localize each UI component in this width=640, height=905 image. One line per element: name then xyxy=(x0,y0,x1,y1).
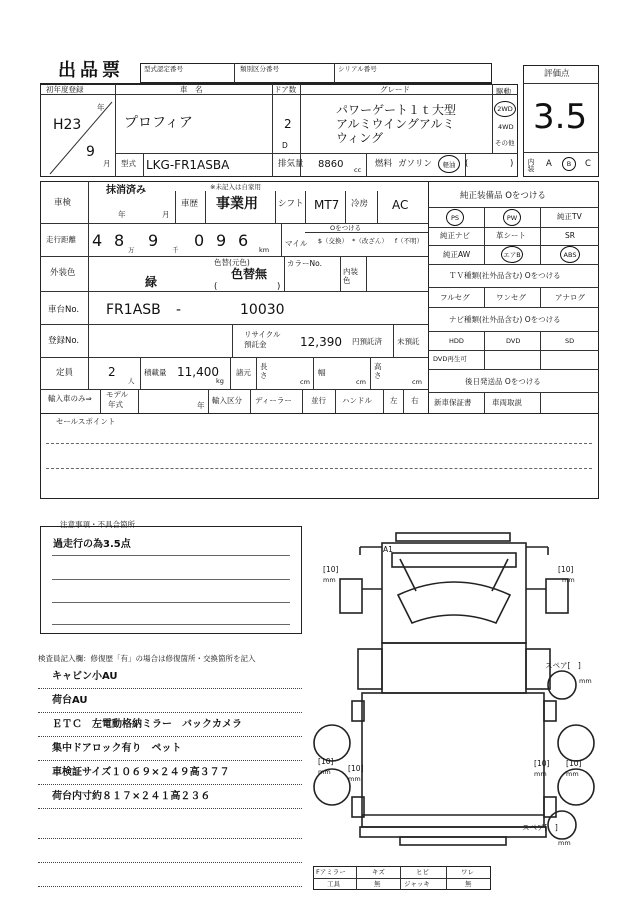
mileage-altered: *（改ざん） xyxy=(352,237,388,245)
load-value: 11,400 xyxy=(177,365,219,379)
footer-tools: 工具 xyxy=(327,880,340,888)
footer-break: ワレ xyxy=(461,868,474,876)
inspection-status: 抹消済み xyxy=(106,185,146,196)
inspector-line: 荷台内寸約８１７×２４１高２３６ xyxy=(52,791,211,802)
model-cert-label: 型式認定番号 xyxy=(144,65,183,73)
equip-ps-circle xyxy=(446,209,464,226)
capacity-unit: 人 xyxy=(128,377,135,385)
tv-oneseg: ワンセグ xyxy=(496,293,526,302)
mileage-exchange: $（交換） xyxy=(317,237,349,245)
model-label: 型式 xyxy=(121,159,136,168)
mileage-unit-man: 万 xyxy=(128,246,135,254)
ac-label: 冷房 xyxy=(351,199,369,209)
registration-label: 登録No. xyxy=(48,336,80,346)
footer-jack-value: 無 xyxy=(465,880,472,888)
length-cm: cm xyxy=(300,378,310,386)
load-unit: kg xyxy=(216,377,224,385)
inspection-label: 車検 xyxy=(54,198,72,208)
interior-b-circle xyxy=(562,157,576,171)
width-cm: cm xyxy=(356,378,366,386)
recycle-deposited: 円預託済 xyxy=(352,337,382,346)
notes-line1: 過走行の為3.5点 xyxy=(53,539,131,550)
chassis-value2: 10030 xyxy=(240,302,285,318)
inspector-line: 車検証サイズ１０６９×２４９高３７７ xyxy=(52,767,230,778)
import-parallel: 並行 xyxy=(311,396,326,405)
footer-mirror: Fアミラー xyxy=(316,868,346,876)
interior-b: B xyxy=(566,160,572,168)
grade-label: グレード xyxy=(380,85,410,94)
handle-label: ハンドル xyxy=(342,396,372,405)
history-value: 事業用 xyxy=(216,196,258,212)
history-label: 車歴 xyxy=(181,199,199,209)
rating-label: 評価点 xyxy=(544,69,570,79)
mileage-digit: 6 xyxy=(238,231,249,250)
sales-point-label: セールスポイント xyxy=(56,417,116,426)
doors-label: ドア数 xyxy=(274,85,297,94)
footer-jack: ジャッキ xyxy=(404,880,430,888)
mile-label: マイル xyxy=(285,239,308,248)
exterior-value: 緑 xyxy=(145,275,158,289)
equip-airbag: エアB xyxy=(503,251,521,259)
color-no-label: カラーNo. xyxy=(287,259,322,268)
tread-front-left: [10] xyxy=(323,565,339,574)
tread-rear-right2: [10] xyxy=(566,759,582,768)
handle-left: 左 xyxy=(390,396,398,405)
mileage-unit-sen: 千 xyxy=(172,246,179,254)
displacement-unit: cc xyxy=(354,166,362,174)
tread-rear-right1: [10] xyxy=(534,759,550,768)
notes-label: 注意事項・不具合箇所 xyxy=(60,520,135,529)
mileage-unknown: f（不明） xyxy=(394,237,424,245)
after-title: 後日発送品 Oをつける xyxy=(465,377,541,386)
exterior-label: 外装色 xyxy=(50,268,76,278)
repaint-value: 色替無 xyxy=(231,267,268,281)
damage-code: A1 xyxy=(383,545,393,554)
load-label: 積載量 xyxy=(144,368,167,377)
tread-front-right: [10] xyxy=(558,565,574,574)
interior-a: A xyxy=(546,159,552,169)
drive-other: その他 xyxy=(495,139,515,147)
inspection-month-unit: 月 xyxy=(162,210,170,219)
first-reg-year: H23 xyxy=(53,117,82,133)
navi-sd: SD xyxy=(565,337,575,345)
tread-rear-left1: [10] xyxy=(318,757,334,766)
grade-line2: アルミウイングアルミ xyxy=(336,117,455,131)
import-category-label: 輸入区分 xyxy=(212,396,242,405)
equip-pw-circle xyxy=(503,209,521,226)
month-unit: 月 xyxy=(103,159,111,168)
repaint-label: 色替(元色) xyxy=(214,258,250,267)
equip-pw: PW xyxy=(506,213,518,222)
spare-front: スペア[ ] xyxy=(545,661,581,670)
grade-line1: パワーゲート１ｔ大型 xyxy=(336,103,457,117)
dvd-play-label: DVD再生可 xyxy=(433,355,467,363)
chassis-label: 車台No. xyxy=(48,305,80,315)
height-cm: cm xyxy=(412,378,422,386)
import-year-unit: 年 xyxy=(197,401,205,410)
mileage-digit: 0 xyxy=(194,231,205,250)
equip-tv: 純正TV xyxy=(557,212,582,221)
tv-fullseg: フルセグ xyxy=(440,293,470,302)
footer-crack: ヒビ xyxy=(416,868,429,876)
equip-abs: ABS xyxy=(563,250,577,259)
mileage-circle-note: Oをつける xyxy=(330,224,362,232)
inspection-year-unit: 年 xyxy=(118,210,126,219)
year-unit: 年 xyxy=(97,103,105,112)
equip-sr: SR xyxy=(565,231,575,240)
after-manual: 車両取説 xyxy=(492,398,522,407)
after-warranty: 新車保証書 xyxy=(434,398,472,407)
navi-title: ナビ種類(社外品含む) Oをつける xyxy=(449,315,561,324)
capacity-value: 2 xyxy=(108,365,116,379)
drive-4wd: 4WD xyxy=(498,123,514,131)
recycle-value: 12,390 xyxy=(300,335,342,349)
equip-airbag-circle xyxy=(501,246,523,263)
mileage-digit: 8 xyxy=(114,231,125,250)
doors-unit: D xyxy=(282,141,288,150)
interior-color-label: 内装色 xyxy=(343,267,358,285)
first-reg-label: 初年度登録 xyxy=(46,85,84,94)
equip-ps: PS xyxy=(450,213,460,222)
chassis-value1: FR1ASB xyxy=(106,302,161,318)
recycle-not-deposited: 未預託 xyxy=(397,337,420,346)
fuel-gasoline: ガソリン xyxy=(398,159,433,169)
mileage-digit: 9 xyxy=(148,231,159,250)
length-label: 長さ xyxy=(260,362,268,380)
inspector-line: キャビン小AU xyxy=(52,671,118,682)
shift-value: MT7 xyxy=(314,198,340,212)
equip-abs-circle xyxy=(560,246,580,263)
mileage-digit: 9 xyxy=(216,231,227,250)
chassis-dash: - xyxy=(176,302,182,318)
tv-title: ＴＶ種類(社外品含む) Oをつける xyxy=(449,271,561,280)
grade-line3: ウィング xyxy=(336,131,384,145)
drive-2wd: 2WD xyxy=(497,105,513,113)
car-name-value: プロフィア xyxy=(124,115,193,131)
recycle-label: 預託金 xyxy=(244,340,267,349)
dims-label: 諸元 xyxy=(236,368,251,377)
model-year-label: 年式 xyxy=(108,400,123,409)
height-label: 高さ xyxy=(374,362,382,380)
interior-c: C xyxy=(585,159,591,169)
inspector-line: 荷台AU xyxy=(52,695,88,706)
footer-tools-value: 無 xyxy=(374,880,381,888)
mileage-unit-km: km xyxy=(259,246,270,254)
equip-aw: 純正AW xyxy=(443,250,471,259)
footer-scratch: キズ xyxy=(372,868,385,876)
equip-leather: 革シート xyxy=(496,231,526,240)
capacity-label: 定員 xyxy=(56,368,74,378)
equip-navi: 純正ナビ xyxy=(440,231,470,240)
inspector-line: 集中ドアロック有り ペット xyxy=(52,743,182,754)
inspection-note: ※未記入は自家用 xyxy=(210,183,261,191)
document-title: 出品票 xyxy=(58,60,124,81)
doors-value: 2 xyxy=(284,117,292,131)
spare-rear: スペア[ ] xyxy=(522,823,558,832)
drive-2wd-circle xyxy=(494,101,516,117)
category-label: 類別区分番号 xyxy=(240,65,279,73)
drive-label: 駆動 xyxy=(496,87,511,96)
inspector-line: ＥＴＣ 左電動格納ミラー バックカメラ xyxy=(52,719,242,730)
width-label: 幅 xyxy=(318,368,326,377)
import-dealer: ディーラー xyxy=(255,396,292,405)
fuel-diesel: 軽油 xyxy=(442,160,456,169)
fuel-diesel-circle xyxy=(438,155,460,173)
navi-dvd: DVD xyxy=(506,337,521,345)
fuel-label: 燃料 xyxy=(375,159,393,169)
handle-right: 右 xyxy=(411,396,419,405)
displacement-label: 排気量 xyxy=(278,159,304,169)
tv-analog: アナログ xyxy=(555,293,585,302)
mileage-digit: 4 xyxy=(92,231,103,250)
shift-label: シフト xyxy=(278,199,304,209)
import-label: 輸入車のみ⇒ xyxy=(48,394,92,403)
car-name-label: 車 名 xyxy=(180,85,203,94)
ac-value: AC xyxy=(392,198,409,212)
tread-rear-left2: [10] xyxy=(348,764,364,773)
interior-label: 内装 xyxy=(527,158,535,172)
rating-value: 3.5 xyxy=(533,97,588,137)
mileage-label: 走行距離 xyxy=(46,235,76,244)
first-reg-month: 9 xyxy=(86,144,95,160)
displacement-value: 8860 xyxy=(318,159,344,170)
inspector-label: 検査員記入欄：修復歴「有」の場合は修復箇所・交換箇所を記入 xyxy=(38,654,256,663)
serial-label: シリアル番号 xyxy=(338,65,377,73)
model-value: LKG-FR1ASBA xyxy=(146,158,230,172)
navi-hdd: HDD xyxy=(449,337,464,345)
equipment-title: 純正装備品 Oをつける xyxy=(460,191,546,201)
